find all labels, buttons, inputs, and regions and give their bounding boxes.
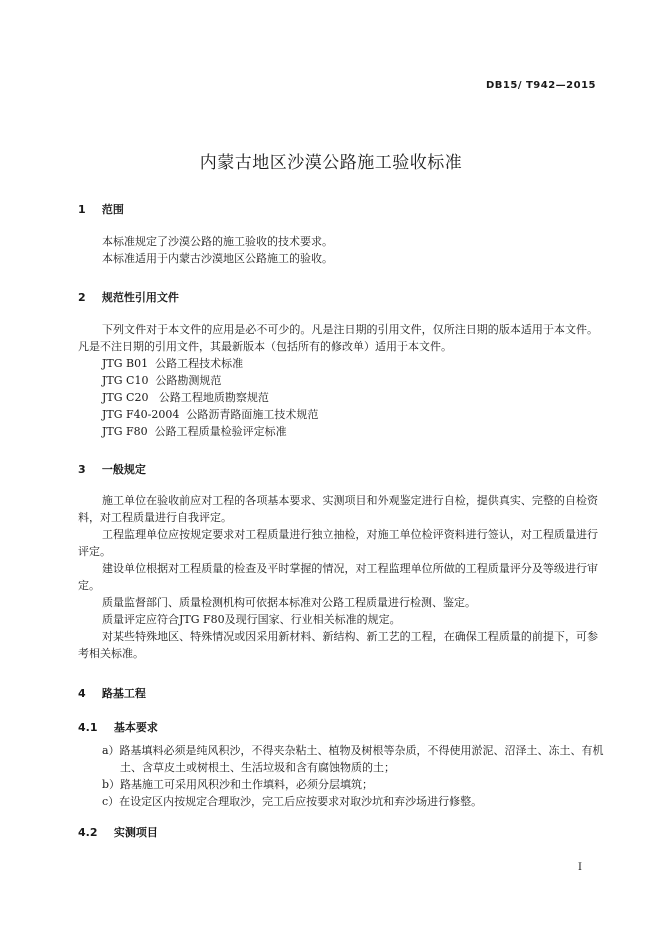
section-title: 路基工程: [101, 687, 146, 700]
list-item: a）路基填料必须是纯风积沙，不得夹杂粘土、植物及树根等杂质，不得使用淤泥、沼泽土、冻土、有机土、含草皮土或树根土、生活垃圾和含有腐蚀物质的土；: [102, 744, 604, 774]
subsection-number: 4.2: [78, 826, 98, 839]
section-title: 一般规定: [101, 463, 146, 476]
page-number: I: [578, 862, 582, 873]
reference-item: JTG B01 公路工程技术标准: [102, 357, 244, 370]
standard-code: DB15/ T942—2015: [486, 80, 596, 91]
section-heading-scope: [78, 201, 124, 217]
reference-item: JTG C10 公路勘测规范: [102, 374, 222, 387]
subsection-heading-measured-items: [78, 824, 158, 840]
paragraph: 施工单位在验收前应对工程的各项基本要求、实测项目和外观鉴定进行自检，提供真实、完整的自检资料，对工程质量进行自我评定。: [78, 494, 598, 524]
section-title: 范围: [101, 203, 124, 216]
section-number: 4: [78, 687, 86, 700]
paragraph: 质量监督部门、质量检测机构可依据本标准对公路工程质量进行检测、鉴定。: [102, 596, 476, 609]
section-number: 2: [78, 291, 86, 304]
subsection-title: 基本要求: [113, 721, 158, 734]
list-item: c）在设定区内按规定合理取沙，完工后应按要求对取沙坑和弃沙场进行修整。: [102, 795, 483, 808]
subsection-number: 4.1: [78, 721, 98, 734]
section-number: 3: [78, 463, 86, 476]
subsection-title: 实测项目: [113, 826, 158, 839]
paragraph: 工程监理单位应按规定要求对工程质量进行独立抽检，对施工单位检评资料进行签认，对工程质量进行评定。: [78, 528, 598, 558]
reference-item: JTG F40-2004 公路沥青路面施工技术规范: [102, 408, 319, 421]
section-title: 规范性引用文件: [101, 291, 179, 304]
reference-item: JTG C20 公路工程地质勘察规范: [102, 391, 269, 404]
section-heading-subgrade: [78, 685, 146, 701]
paragraph: 质量评定应符合JTG F80及现行国家、行业相关标准的规定。: [102, 613, 401, 626]
paragraph: 下列文件对于本文件的应用是必不可少的。凡是注日期的引用文件，仅所注日期的版本适用于本文件。凡是不注日期的引用文件，其最新版本（包括所有的修改单）适用于本文件。: [78, 323, 598, 353]
section-heading-normative-references: [78, 289, 179, 305]
document-title: 内蒙古地区沙漠公路施工验收标准: [199, 153, 463, 173]
paragraph: 建设单位根据对工程质量的检查及平时掌握的情况，对工程监理单位所做的工程质量评分及等级进行审定。: [78, 562, 598, 592]
paragraph: 本标准规定了沙漠公路的施工验收的技术要求。: [102, 235, 333, 248]
subsection-heading-basic-requirements: [78, 719, 158, 735]
list-item: b）路基施工可采用风积沙和土作填料，必须分层填筑；: [102, 778, 374, 791]
section-number: 1: [78, 203, 86, 216]
reference-item: JTG F80 公路工程质量检验评定标准: [102, 425, 287, 438]
section-heading-general-provisions: [78, 461, 146, 477]
paragraph: 本标准适用于内蒙古沙漠地区公路施工的验收。: [102, 252, 333, 265]
paragraph: 对某些特殊地区、特殊情况或因采用新材料、新结构、新工艺的工程，在确保工程质量的前提下，可参考相关标准。: [78, 630, 598, 660]
